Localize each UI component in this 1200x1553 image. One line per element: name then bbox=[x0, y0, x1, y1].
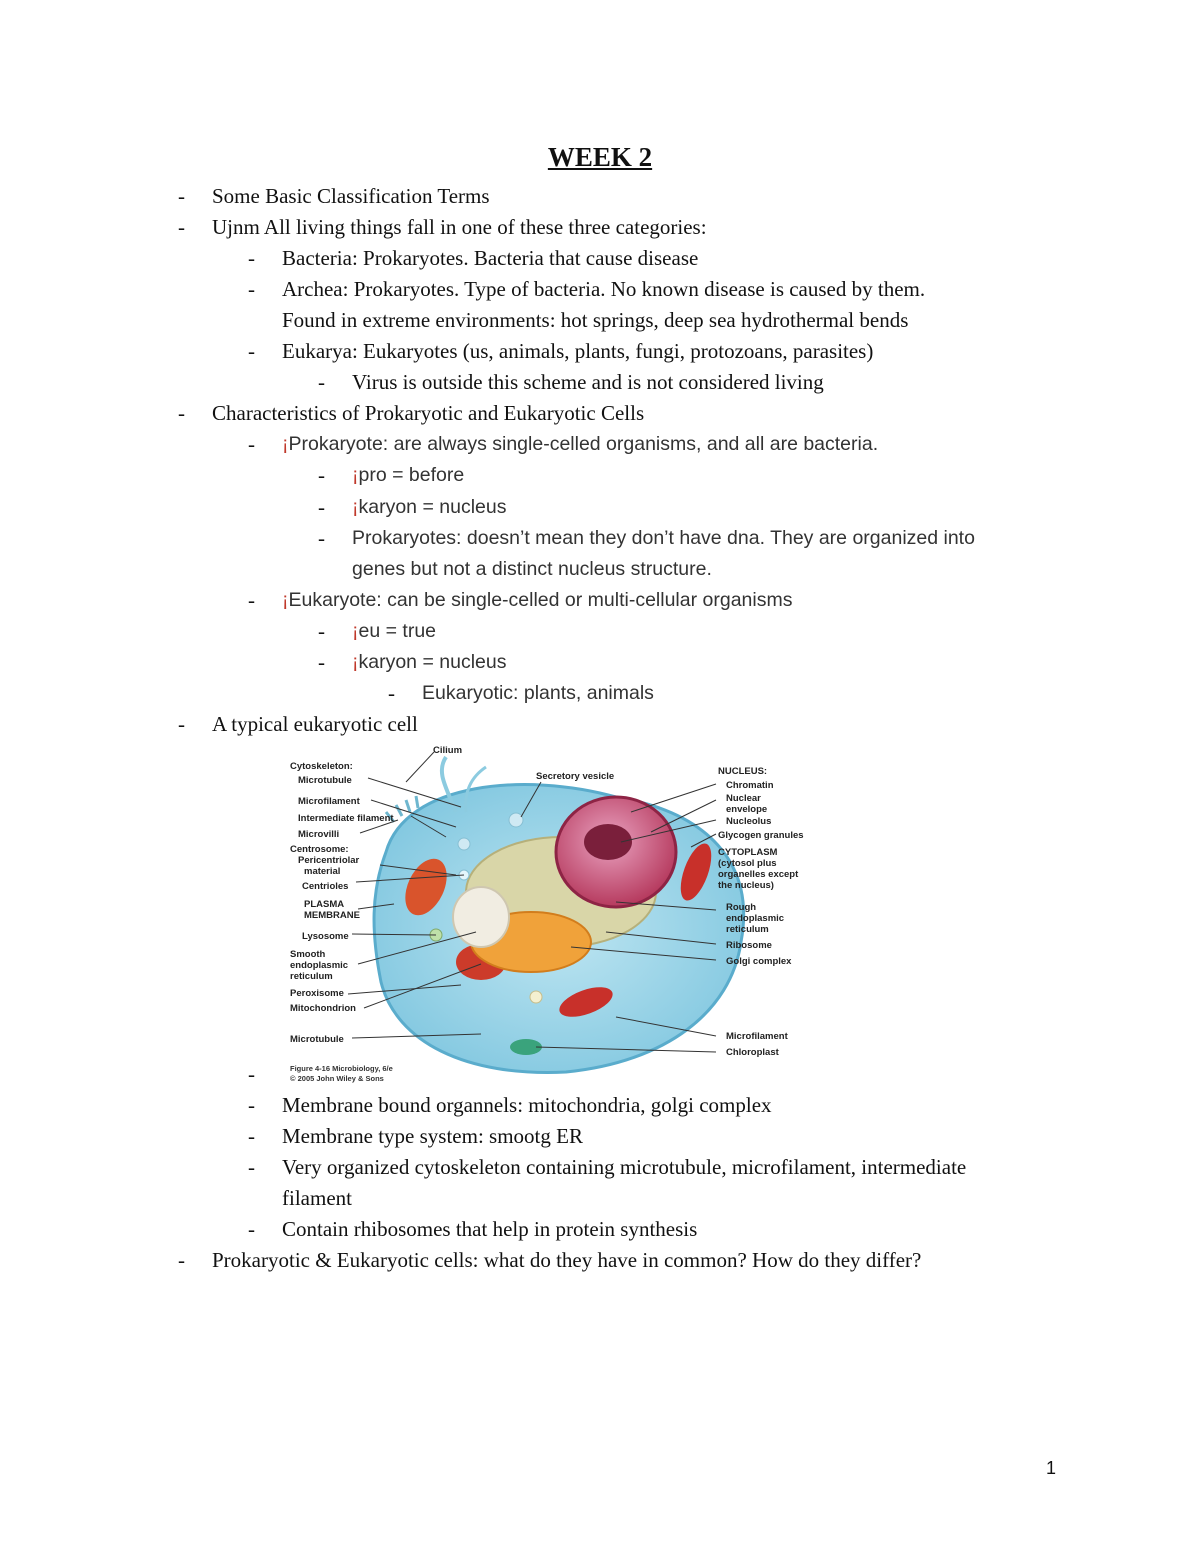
figure-label: Microfilament bbox=[726, 1031, 788, 1042]
bullet-mark: ¡ bbox=[352, 651, 359, 673]
list-item-text: Prokaryote: are always single-celled organisms, and all are bacteria. bbox=[288, 433, 879, 455]
list-item: A typical eukaryotic cell bbox=[212, 712, 418, 736]
figure-label: Ribosome bbox=[726, 940, 772, 951]
bullet-mark: ¡ bbox=[282, 589, 289, 611]
dash: - bbox=[318, 463, 325, 487]
dash: - bbox=[248, 588, 255, 612]
dash: - bbox=[318, 370, 325, 394]
dash: - bbox=[318, 526, 325, 550]
figure-caption: © 2005 John Wiley & Sons bbox=[290, 1074, 384, 1083]
dash: - bbox=[248, 277, 255, 301]
list-item: Very organized cytoskeleton containing microtubule, microfilament, intermediate bbox=[282, 1155, 967, 1179]
dash: - bbox=[248, 339, 255, 363]
bullet-mark: ¡ bbox=[352, 464, 359, 486]
page-number: 1 bbox=[1046, 1458, 1057, 1478]
list-item-text: eu = true bbox=[358, 620, 437, 642]
figure-label: Smooth bbox=[290, 949, 326, 960]
list-item-text: karyon = nucleus bbox=[358, 651, 507, 673]
list-item: Characteristics of Prokaryotic and Eukaryotic Cells bbox=[212, 401, 645, 425]
list-item-text: karyon = nucleus bbox=[358, 496, 507, 518]
dash: - bbox=[178, 184, 185, 208]
figure-label: endoplasmic bbox=[290, 960, 349, 971]
figure-label: Microvilli bbox=[298, 829, 340, 840]
list-item: Found in extreme environments: hot springs, deep sea hydrothermal bends bbox=[282, 308, 909, 332]
page-title: WEEK 2 bbox=[547, 142, 653, 172]
figure-caption: Figure 4-16 Microbiology, 6/e bbox=[290, 1064, 393, 1073]
dash: - bbox=[388, 681, 395, 705]
list-item bbox=[352, 617, 436, 645]
list-item bbox=[282, 430, 878, 458]
figure-label: Microtubule bbox=[290, 1034, 344, 1045]
list-item: Archea: Prokaryotes. Type of bacteria. No known disease is caused by them. bbox=[282, 277, 926, 301]
figure-label: organelles except bbox=[718, 869, 799, 880]
figure-label: Cytoskeleton: bbox=[290, 761, 353, 772]
list-item: Virus is outside this scheme and is not considered living bbox=[352, 370, 824, 394]
figure-label: Golgi complex bbox=[726, 956, 792, 967]
list-item bbox=[352, 648, 506, 676]
dash: - bbox=[318, 650, 325, 674]
figure-label: Intermediate filament bbox=[298, 813, 394, 824]
dash: - bbox=[178, 215, 185, 239]
dash: - bbox=[248, 1093, 255, 1117]
figure-label: NUCLEUS: bbox=[718, 766, 768, 777]
figure-label: Chloroplast bbox=[726, 1047, 779, 1058]
list-item: Eukarya: Eukaryotes (us, animals, plants, fungi, protozoans, parasites) bbox=[282, 339, 874, 363]
dash: - bbox=[318, 619, 325, 643]
figure-label: Peroxisome bbox=[290, 988, 344, 999]
figure-label: Lysosome bbox=[302, 931, 349, 942]
list-item: Bacteria: Prokaryotes. Bacteria that cause disease bbox=[282, 246, 699, 270]
list-item: Prokaryotic & Eukaryotic cells: what do they have in common? How do they differ? bbox=[212, 1248, 922, 1272]
list-item: Prokaryotes: doesn’t mean they don’t have dna. They are organized into bbox=[352, 527, 975, 549]
list-item bbox=[352, 461, 464, 489]
list-item: Eukaryotic: plants, animals bbox=[422, 682, 654, 704]
list-item: Contain rhibosomes that help in protein synthesis bbox=[282, 1217, 698, 1241]
eukaryotic-cell-figure bbox=[286, 742, 816, 1088]
dash: - bbox=[248, 1062, 255, 1086]
figure-label: Mitochondrion bbox=[290, 1003, 356, 1014]
dash: - bbox=[248, 1155, 255, 1179]
list-item: Some Basic Classification Terms bbox=[212, 184, 490, 208]
figure-label: Chromatin bbox=[726, 780, 774, 791]
figure-label: the nucleus) bbox=[718, 880, 774, 891]
bullet-mark: ¡ bbox=[282, 433, 289, 455]
list-item bbox=[282, 586, 792, 614]
figure-label: reticulum bbox=[290, 971, 333, 982]
figure-label: Nucleolus bbox=[726, 816, 772, 827]
list-item: filament bbox=[282, 1186, 352, 1210]
dash: - bbox=[318, 495, 325, 519]
figure-label: CYTOPLASM bbox=[718, 847, 778, 858]
figure-label: (cytosol plus bbox=[718, 858, 777, 869]
figure-label: Rough bbox=[726, 902, 757, 913]
bullet-mark: ¡ bbox=[352, 496, 359, 518]
figure-label: PLASMA bbox=[304, 899, 345, 910]
figure-label: Secretory vesicle bbox=[536, 771, 615, 782]
list-item: Ujnm All living things fall in one of these three categories: bbox=[212, 215, 707, 239]
figure-label: reticulum bbox=[726, 924, 769, 935]
list-item: Membrane bound organnels: mitochondria, golgi complex bbox=[282, 1093, 772, 1117]
figure-label: Microfilament bbox=[298, 796, 360, 807]
dash: - bbox=[248, 432, 255, 456]
figure-label: Microtubule bbox=[298, 775, 352, 786]
figure-label: endoplasmic bbox=[726, 913, 785, 924]
list-item: Membrane type system: smootg ER bbox=[282, 1124, 583, 1148]
figure-label: material bbox=[304, 866, 341, 877]
figure-label: Glycogen granules bbox=[718, 830, 804, 841]
list-item-text: Eukaryote: can be single-celled or multi-cellular organisms bbox=[288, 589, 793, 611]
figure-label: Centrioles bbox=[302, 881, 349, 892]
dash: - bbox=[178, 1248, 185, 1272]
bullet-mark: ¡ bbox=[352, 620, 359, 642]
dash: - bbox=[248, 1124, 255, 1148]
figure-label: Pericentriolar bbox=[298, 855, 360, 866]
dash: - bbox=[178, 712, 185, 736]
dash: - bbox=[248, 1217, 255, 1241]
list-item: genes but not a distinct nucleus structure. bbox=[352, 558, 712, 580]
dash: - bbox=[178, 401, 185, 425]
list-item bbox=[352, 493, 506, 521]
figure-label: Nuclear bbox=[726, 793, 761, 804]
list-item-text: pro = before bbox=[358, 464, 465, 486]
figure-label: Cilium bbox=[433, 745, 463, 756]
cell-illustration bbox=[374, 757, 744, 1072]
figure-label: envelope bbox=[726, 804, 768, 815]
dash: - bbox=[248, 246, 255, 270]
figure-label: MEMBRANE bbox=[304, 910, 360, 921]
figure-label: Centrosome: bbox=[290, 844, 349, 855]
